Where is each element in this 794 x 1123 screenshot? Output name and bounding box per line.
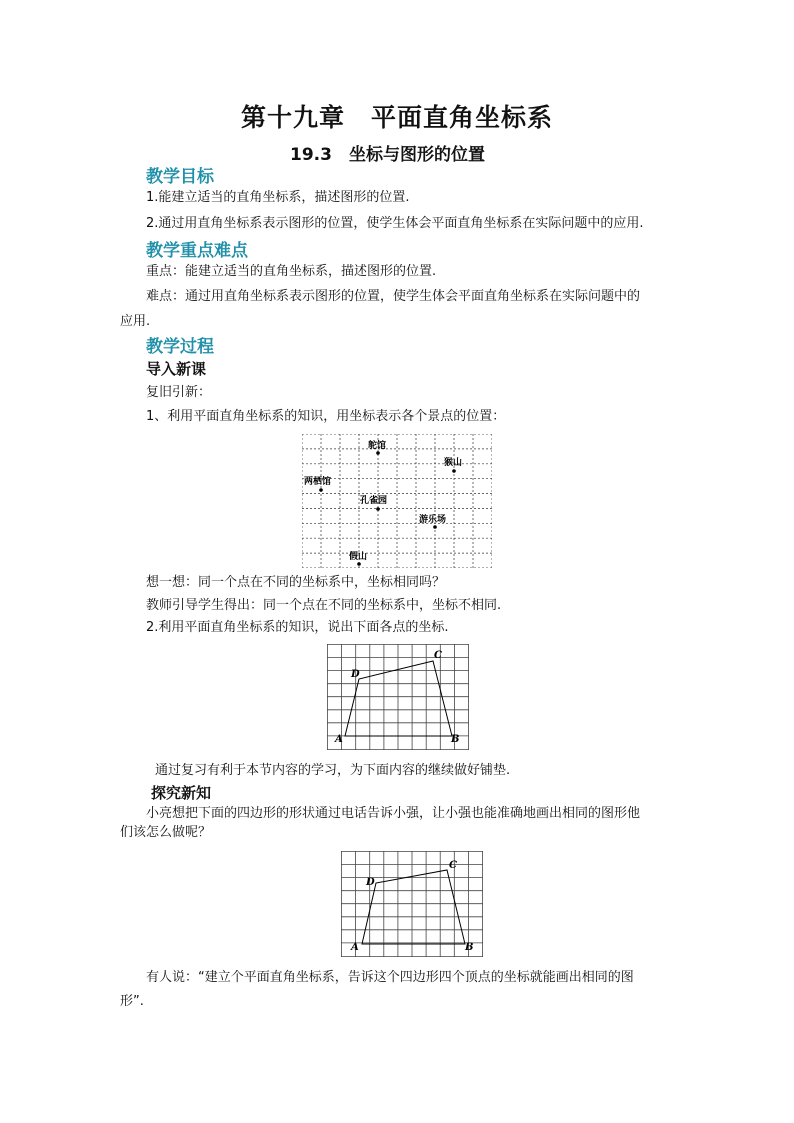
quadrilateral-shape: [345, 661, 452, 736]
explore-heading: 探究新知: [151, 784, 212, 802]
vertex-label-a: A: [351, 942, 359, 953]
think-question: 想一想：同一个点在不同的坐标系中，坐标相同吗？: [146, 575, 446, 590]
someone-says-cont: 形”.: [120, 994, 144, 1009]
quadrilateral-shape: [362, 870, 465, 944]
key-points-heading: 教学重点难点: [146, 241, 248, 261]
quadrilateral-figure-1: [327, 644, 469, 750]
map-point-playground: [433, 525, 437, 529]
explore-text-cont: 们该怎么做呢？: [120, 825, 212, 840]
map-point-monkey: [452, 469, 456, 473]
objective-item: 1.能建立适当的直角坐标系，描述图形的位置.: [146, 190, 410, 205]
vertex-label-c: C: [434, 650, 442, 661]
objective-item: 2.通过用直角坐标系表示图形的位置，使学生体会平面直角坐标系在实际问题中的应用.: [146, 216, 644, 231]
map-label: 两栖馆: [304, 477, 332, 487]
map-label: 假山: [349, 552, 368, 562]
review-note: 通过复习有利于本节内容的学习，为下面内容的继续做好铺垫.: [155, 763, 511, 778]
vertex-label-c: C: [449, 860, 457, 871]
difficult-point-text: 难点：通过用直角坐标系表示图形的位置，使学生体会平面直角坐标系在实际问题中的: [146, 289, 641, 304]
someone-says: 有人说：“建立个平面直角坐标系，告诉这个四边形四个顶点的坐标就能画出相同的图: [146, 970, 634, 985]
map-point-amphibian: [319, 488, 323, 492]
question-2: 2.利用平面直角坐标系的知识，说出下面各点的坐标.: [146, 620, 449, 635]
review-label: 复旧引新：: [146, 385, 212, 400]
difficult-point-text-cont: 应用.: [120, 314, 151, 329]
process-heading: 教学过程: [146, 337, 214, 357]
map-label: 猴山: [444, 458, 463, 468]
vertex-label-b: B: [465, 942, 474, 953]
map-point-rockery: [357, 562, 361, 566]
map-label: 鸵馆: [368, 441, 387, 451]
map-point-ostrich: [376, 451, 380, 455]
vertex-label-d: D: [366, 877, 375, 888]
objectives-heading: 教学目标: [146, 167, 214, 187]
map-point-peacock: [376, 507, 380, 511]
explore-text: 小亮想把下面的四边形的形状通过电话告诉小强，让小强也能准确地画出相同的图形他: [146, 806, 641, 821]
chapter-title: 第十九章 平面直角坐标系: [240, 103, 553, 132]
quadrilateral-figure-2: [341, 851, 483, 957]
section-title: 19.3 坐标与图形的位置: [290, 145, 485, 165]
question-1: 1、利用平面直角坐标系的知识，用坐标表示各个景点的位置：: [146, 409, 506, 424]
map-label: 孔雀园: [360, 496, 388, 506]
map-label: 游乐场: [419, 515, 447, 525]
teacher-guidance: 教师引导学生得出：同一个点在不同的坐标系中，坐标不相同.: [146, 598, 502, 613]
scenic-map-figure: [302, 434, 492, 568]
vertex-label-a: A: [335, 734, 343, 745]
intro-heading: 导入新课: [146, 360, 207, 378]
key-point-text: 重点：能建立适当的直角坐标系，描述图形的位置.: [146, 264, 437, 279]
vertex-label-b: B: [451, 734, 460, 745]
vertex-label-d: D: [351, 669, 360, 680]
